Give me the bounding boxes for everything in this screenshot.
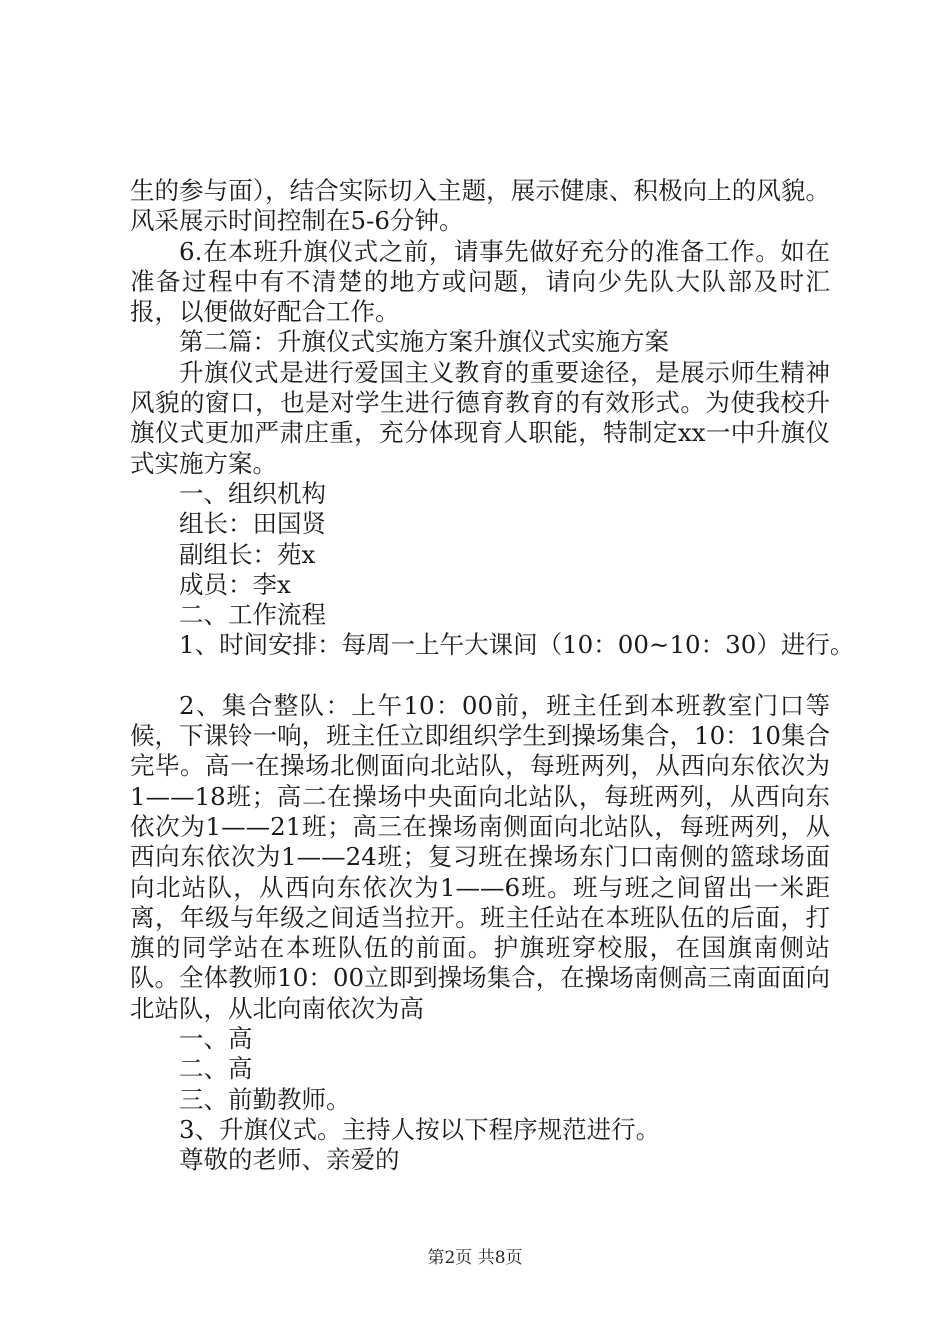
line-leader: 组长：田国贤 bbox=[179, 509, 326, 539]
page-number-footer: 第2页 共8页 bbox=[427, 1248, 523, 1268]
paragraph-greeting: 尊敬的老师、亲爱的 bbox=[179, 1145, 400, 1175]
line-grade-3: 三、前勤教师。 bbox=[179, 1084, 351, 1114]
section-title: 第二篇：升旗仪式实施方案升旗仪式实施方案 bbox=[179, 327, 669, 357]
line-grade-2: 二、高 bbox=[179, 1054, 253, 1084]
blank-line bbox=[130, 661, 830, 691]
line-members: 成员：李x bbox=[179, 569, 291, 599]
heading-organization: 一、组织机构 bbox=[179, 478, 326, 508]
line-grade-1: 一、高 bbox=[179, 1024, 253, 1054]
paragraph-continuation: 生的参与面），结合实际切入主题，展示健康、积极向上的风貌。风采展示时间控制在5-6分钟。 bbox=[130, 176, 830, 236]
line-deputy-leader: 副组长：苑x bbox=[179, 539, 316, 569]
paragraph-ceremony: 3、升旗仪式。主持人按以下程序规范进行。 bbox=[179, 1114, 661, 1144]
paragraph-intro: 升旗仪式是进行爱国主义教育的重要途径，是展示师生精神风貌的窗口，也是对学生进行德育教育的有效形式。为使我校升旗仪式更加严肃庄重，充分体现育人职能，特制定xx一中升旗仪式实施方案。 bbox=[130, 357, 830, 478]
document-body bbox=[130, 176, 855, 1176]
paragraph-assembly: 2、集合整队：上午10：00前，班主任到本班教室门口等候，下课铃一响，班主任立即组织学生到操场集合，10：10集合完毕。高一在操场北侧面向北站队，每班两列，从西向东依次为1——18班；高二在操场中央面向北站队，每班两列，从西向东依次为1——21班；高三在操场南侧面向北站队，每班两列，从西向东依次为1——24班；复习班在操场东门口南侧的篮球场面向北站队，从西向东依次为1——6班。班与班之间留出一米距离，年级与年级之间适当拉开。班主任站在本班队伍的后面，打旗的同学站在本班队伍的前面。护旗班穿校服，在国旗南侧站队。全体教师10：00立即到操场集合，在操场南侧高三南面面向北站队，从北向南依次为高 bbox=[130, 690, 830, 1023]
heading-workflow: 二、工作流程 bbox=[179, 600, 326, 630]
paragraph-time-arrangement: 1、时间安排：每周一上午大课间（10：00~10：30）进行。 bbox=[179, 630, 855, 660]
paragraph-item-6: 6.在本班升旗仪式之前，请事先做好充分的准备工作。如在准备过程中有不清楚的地方或问题，请向少先队大队部及时汇报，以便做好配合工作。 bbox=[130, 236, 830, 327]
